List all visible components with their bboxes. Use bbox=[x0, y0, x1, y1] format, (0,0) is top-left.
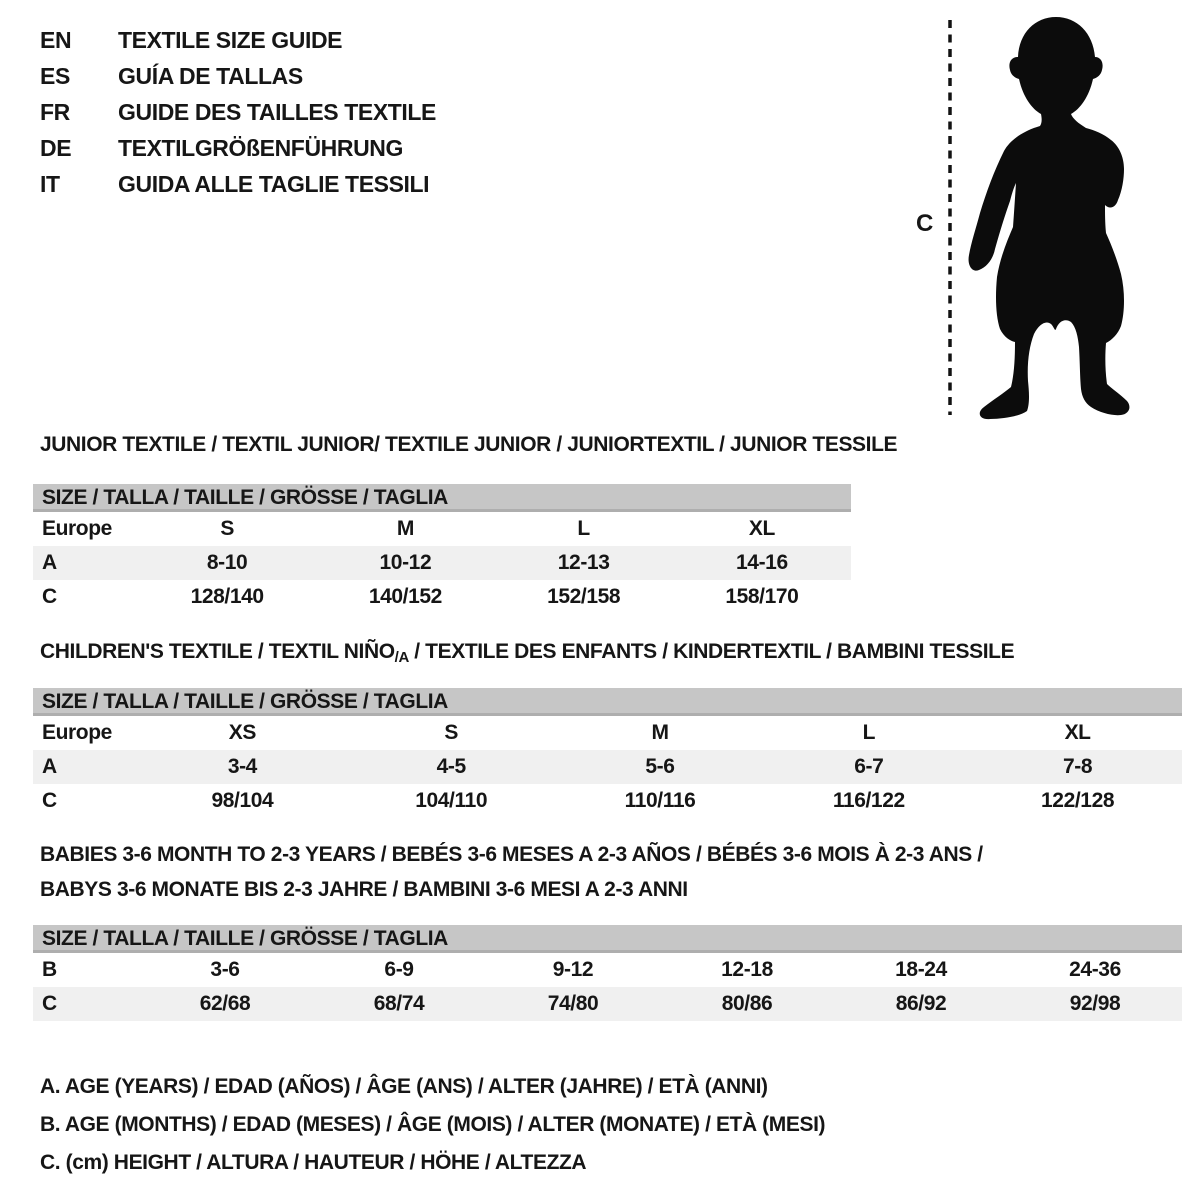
row-label: C bbox=[42, 789, 57, 812]
age-cell: 8-10 bbox=[206, 551, 248, 574]
size-header-bar: SIZE / TALLA / TAILLE / GRÖSSE / TAGLIA bbox=[33, 688, 1182, 716]
age-cell: 6-7 bbox=[854, 755, 884, 778]
size-cell: S bbox=[220, 517, 234, 540]
lang-code: FR bbox=[40, 99, 70, 125]
row-label: Europe bbox=[42, 517, 112, 540]
age-cell: 3-6 bbox=[210, 958, 240, 981]
lang-row-en bbox=[40, 22, 436, 58]
legend-height: C. (cm) HEIGHT / ALTURA / HAUTEUR / HÖHE / ALTEZZA bbox=[40, 1151, 587, 1174]
row-label: A bbox=[42, 551, 57, 574]
height-cell: 128/140 bbox=[190, 585, 264, 608]
guide-title-es: GUÍA DE TALLAS bbox=[118, 63, 303, 89]
row-label: Europe bbox=[42, 721, 112, 744]
age-cell: 12-18 bbox=[721, 958, 773, 981]
lang-row-it bbox=[40, 166, 436, 202]
size-cell: S bbox=[444, 721, 458, 744]
height-cell: 152/158 bbox=[547, 585, 621, 608]
table-row-height bbox=[33, 580, 851, 614]
guide-title-it: GUIDA ALLE TAGLIE TESSILI bbox=[118, 171, 430, 197]
age-cell: 24-36 bbox=[1069, 958, 1121, 981]
children-title-text: / TEXTILE DES ENFANTS / KINDERTEXTIL / BAMBINI TESSILE bbox=[408, 640, 1015, 663]
height-cell: 158/170 bbox=[725, 585, 799, 608]
height-cell: 92/98 bbox=[1069, 992, 1121, 1015]
children-title-subscript: /A bbox=[394, 649, 409, 666]
size-cell: M bbox=[396, 517, 414, 540]
table-row-age-years bbox=[33, 750, 1182, 784]
table-row-europe bbox=[33, 512, 851, 546]
table-row-height bbox=[33, 987, 1182, 1021]
size-cell: XL bbox=[1064, 721, 1091, 744]
guide-title-de: TEXTILGRÖßENFÜHRUNG bbox=[118, 135, 403, 161]
lang-code: EN bbox=[40, 27, 72, 53]
lang-row-fr bbox=[40, 94, 436, 130]
size-cell: XS bbox=[228, 721, 256, 744]
height-cell: 86/92 bbox=[895, 992, 947, 1015]
row-label: A bbox=[42, 755, 57, 778]
table-row-age-months bbox=[33, 953, 1182, 987]
guide-title-fr: GUIDE DES TAILLES TEXTILE bbox=[118, 99, 436, 125]
language-title-list bbox=[40, 22, 436, 202]
age-cell: 5-6 bbox=[645, 755, 675, 778]
size-cell: L bbox=[862, 721, 875, 744]
lang-code: IT bbox=[40, 171, 60, 197]
height-cell: 74/80 bbox=[547, 992, 599, 1015]
junior-section-title: JUNIOR TEXTILE / TEXTIL JUNIOR/ TEXTILE JUNIOR / JUNIORTEXTIL / JUNIOR TESSILE bbox=[40, 433, 898, 456]
size-cell: L bbox=[577, 517, 590, 540]
row-label: C bbox=[42, 992, 57, 1015]
lang-code: ES bbox=[40, 63, 70, 89]
lang-row-de bbox=[40, 130, 436, 166]
age-cell: 12-13 bbox=[557, 551, 610, 574]
babies-section-title-line1: BABIES 3-6 MONTH TO 2-3 YEARS / BEBÉS 3-6 MESES A 2-3 AÑOS / BÉBÉS 3-6 MOIS À 2-3 ANS / bbox=[40, 843, 983, 866]
height-cell: 98/104 bbox=[211, 789, 274, 812]
size-cell: M bbox=[651, 721, 669, 744]
height-cell: 80/86 bbox=[721, 992, 773, 1015]
age-cell: 14-16 bbox=[736, 551, 788, 574]
height-cell: 110/116 bbox=[624, 789, 696, 812]
lang-code: DE bbox=[40, 135, 72, 161]
children-size-table bbox=[33, 688, 1182, 818]
table-row-age-years bbox=[33, 546, 851, 580]
children-title-text: CHILDREN'S TEXTILE / TEXTIL NIÑO bbox=[40, 640, 395, 663]
age-cell: 7-8 bbox=[1063, 755, 1093, 778]
junior-size-table bbox=[33, 484, 851, 614]
height-cell: 140/152 bbox=[368, 585, 442, 608]
row-label: B bbox=[42, 958, 57, 981]
age-cell: 10-12 bbox=[379, 551, 432, 574]
age-cell: 18-24 bbox=[895, 958, 947, 981]
legend-age-months: B. AGE (MONTHS) / EDAD (MESES) / ÂGE (MOIS) / ALTER (MONATE) / ETÀ (MESI) bbox=[40, 1113, 826, 1136]
table-row-europe bbox=[33, 716, 1182, 750]
height-cell: 68/74 bbox=[373, 992, 425, 1015]
age-cell: 9-12 bbox=[552, 958, 594, 981]
height-cell: 122/128 bbox=[1041, 789, 1115, 812]
table-row-height bbox=[33, 784, 1182, 818]
height-cell: 62/68 bbox=[199, 992, 251, 1015]
measure-legend bbox=[40, 1068, 825, 1182]
size-cell: XL bbox=[748, 517, 775, 540]
height-cell: 104/110 bbox=[415, 789, 488, 812]
size-header-bar: SIZE / TALLA / TAILLE / GRÖSSE / TAGLIA bbox=[33, 925, 1182, 953]
babies-section-title-line2: BABYS 3-6 MONATE BIS 2-3 JAHRE / BAMBINI 3-6 MESI A 2-3 ANNI bbox=[40, 878, 688, 901]
legend-age-years: A. AGE (YEARS) / EDAD (AÑOS) / ÂGE (ANS) / ALTER (JAHRE) / ETÀ (ANNI) bbox=[40, 1075, 768, 1098]
row-label: C bbox=[42, 585, 57, 608]
size-header-bar: SIZE / TALLA / TAILLE / GRÖSSE / TAGLIA bbox=[33, 484, 851, 512]
lang-row-es bbox=[40, 58, 436, 94]
guide-title-en: TEXTILE SIZE GUIDE bbox=[118, 27, 343, 53]
babies-size-table bbox=[33, 925, 1182, 1021]
toddler-silhouette-icon bbox=[940, 12, 1140, 422]
height-measure-label: C bbox=[916, 210, 933, 237]
age-cell: 4-5 bbox=[436, 755, 466, 778]
age-cell: 6-9 bbox=[384, 958, 414, 981]
children-section-title bbox=[40, 640, 1014, 666]
age-cell: 3-4 bbox=[227, 755, 257, 778]
height-cell: 116/122 bbox=[832, 789, 905, 812]
